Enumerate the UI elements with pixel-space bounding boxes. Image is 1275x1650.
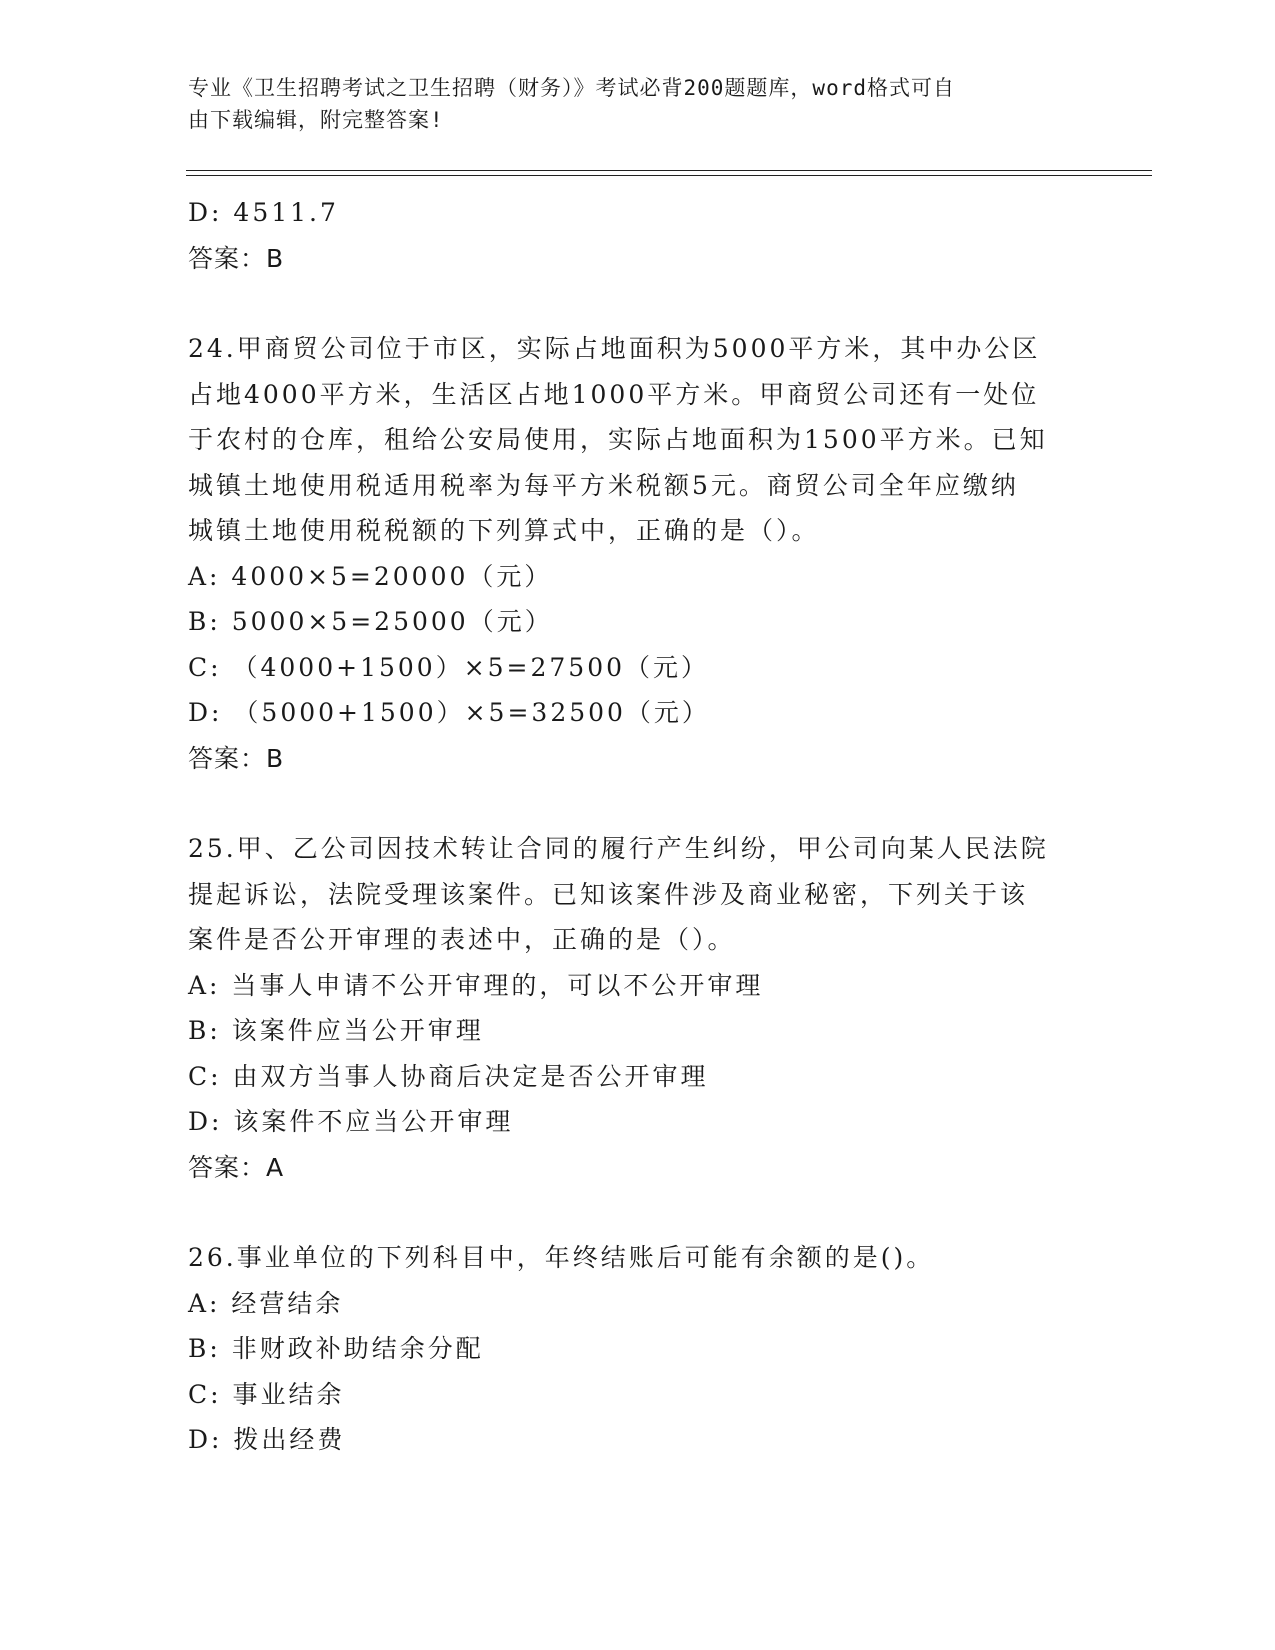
option-c: C: 事业结余 [188,1379,345,1409]
answer: 答案：A [188,1152,285,1182]
option-a: A: 当事人申请不公开审理的，可以不公开审理 [188,970,764,1000]
prev-question-tail [188,190,1088,281]
question-text-line: 24.甲商贸公司位于市区，实际占地面积为5000平方米，其中办公区 [188,334,1041,363]
question-text-line: 案件是否公开审理的表述中，正确的是（）。 [188,925,736,954]
question-text-line: 25.甲、乙公司因技术转让合同的履行产生纠纷，甲公司向某人民法院 [188,834,1049,863]
option-d: D: （5000+1500）×5=32500（元） [188,698,710,727]
answer: 答案：B [188,743,285,773]
option-b: B: 该案件应当公开审理 [188,1016,484,1045]
question-text-line: 提起诉讼，法院受理该案件。已知该案件涉及商业秘密，下列关于该 [188,879,1029,909]
option-d: D: 4511.7 [188,198,339,227]
question-text-line: 占地4000平方米，生活区占地1000平方米。甲商贸公司还有一处位 [188,379,1040,409]
option-d: D: 拨出经费 [188,1425,346,1454]
option-b: B: 非财政补助结余分配 [188,1334,484,1363]
option-a: A: 4000×5=20000（元） [188,561,553,591]
document-header [188,72,1068,136]
option-d: D: 该案件不应当公开审理 [188,1107,514,1136]
header-rule-top [186,170,1152,171]
question-text-line: 26.事业单位的下列科目中，年终结账后可能有余额的是()。 [188,1243,935,1272]
question-26 [188,1235,1088,1463]
question-text-line: 于农村的仓库，租给公安局使用，实际占地面积为1500平方米。已知 [188,425,1048,454]
document-body [188,190,1088,1463]
question-25 [188,826,1088,1190]
option-a: A: 经营结余 [188,1288,344,1318]
question-24 [188,326,1088,781]
option-c: C: 由双方当事人协商后决定是否公开审理 [188,1061,709,1091]
question-text-line: 城镇土地使用税税额的下列算式中，正确的是（）。 [188,516,820,545]
answer: 答案：B [188,243,285,273]
header-line-1: 专业《卫生招聘考试之卫生招聘（财务）》考试必背200题题库，word格式可自 [188,76,955,100]
header-line-2: 由下载编辑，附完整答案! [188,108,444,132]
option-b: B: 5000×5=25000（元） [188,607,553,636]
option-c: C: （4000+1500）×5=27500（元） [188,652,710,682]
question-text-line: 城镇土地使用税适用税率为每平方米税额5元。商贸公司全年应缴纳 [188,470,1019,500]
header-rule-bottom [186,175,1152,176]
